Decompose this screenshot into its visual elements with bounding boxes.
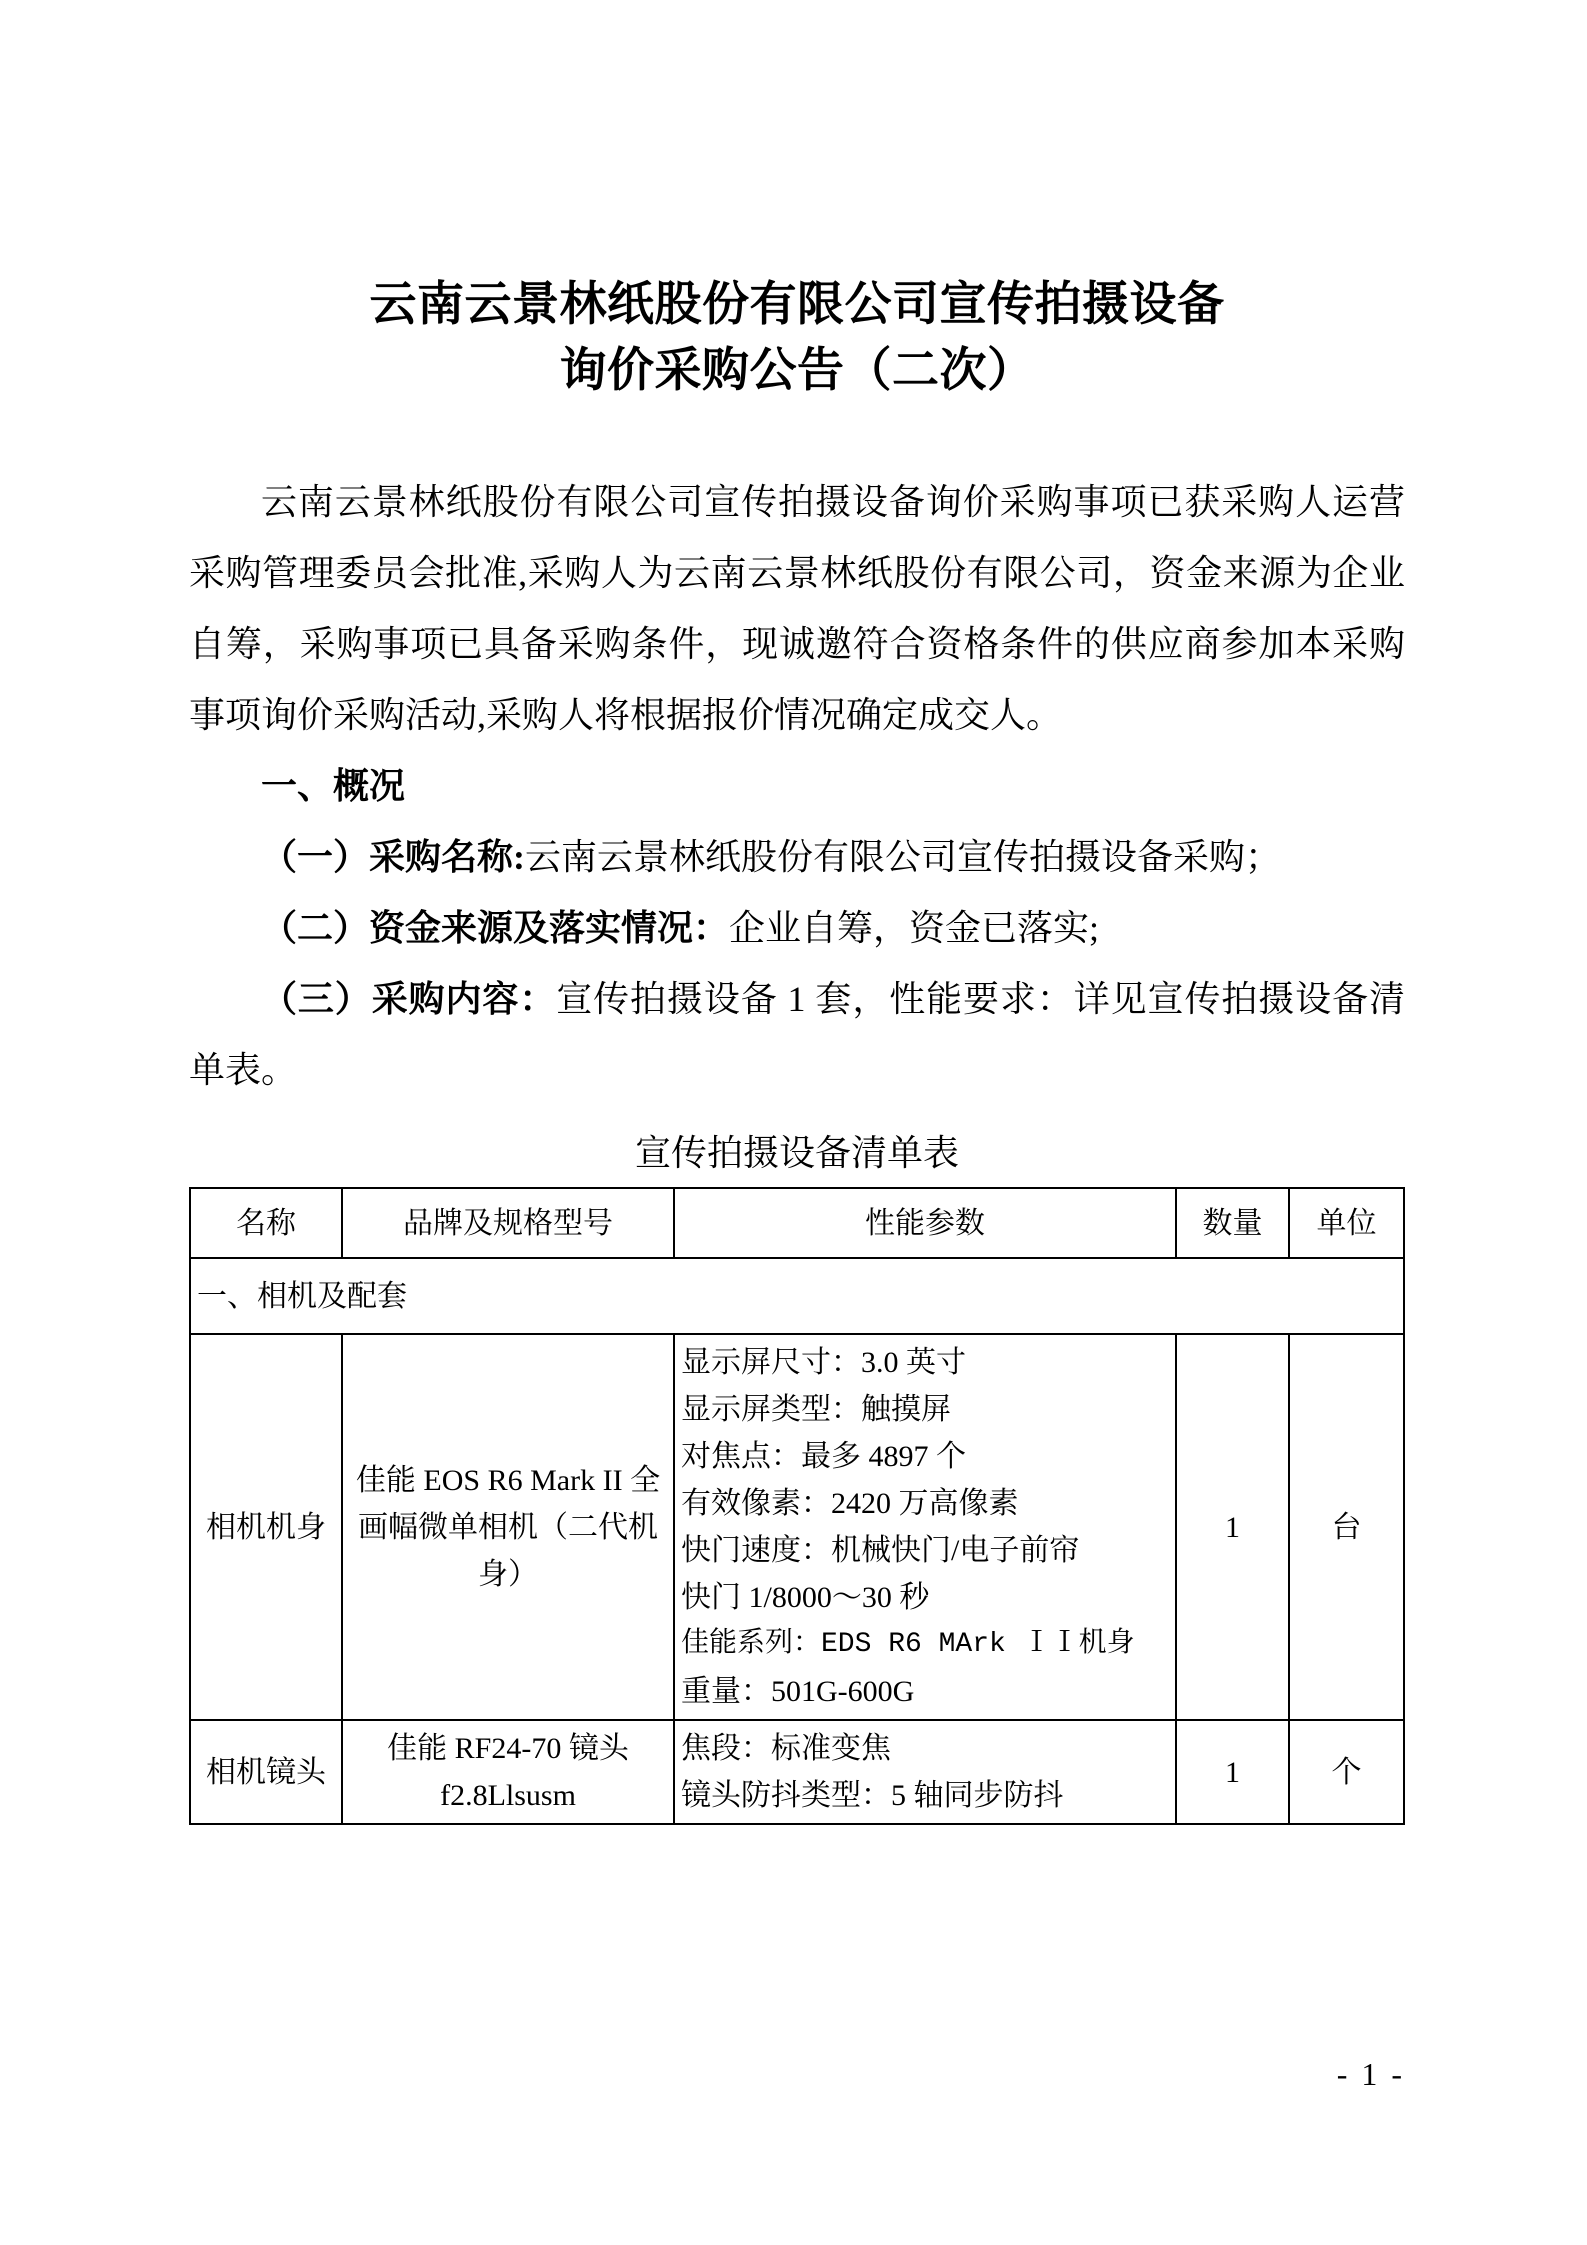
table-row [190, 1720, 1404, 1824]
row-brand: 佳能 EOS R6 Mark II 全画幅微单相机（二代机身） [342, 1334, 674, 1720]
spec-line: 快门速度：机械快门/电子前帘 [681, 1534, 1080, 1567]
page-number: - 1 - [1336, 2056, 1405, 2092]
row-qty: 1 [1176, 1720, 1289, 1824]
row-name: 相机机身 [190, 1334, 342, 1720]
spec-line: 佳能系列：EDS R6 MArk ⅠⅠ机身 [681, 1629, 1135, 1660]
intro-paragraph: 云南云景林纸股份有限公司宣传拍摄设备询价采购事项已获采购人运营采购管理委员会批准,采购人为云南云景林纸股份有限公司，资金来源为企业自筹，采购事项已具备采购条件，现诚邀符合资格条件的供应商参加本采购事项询价采购活动,采购人将根据报价情况确定成交人。 [189, 482, 1405, 735]
item-funding-source-value: 企业自筹，资金已落实; [729, 908, 1100, 948]
item-purchase-content-label: （三）采购内容： [261, 979, 557, 1019]
table-section-label: 一、相机及配套 [190, 1258, 1404, 1334]
page-title-line-1: 云南云景林纸股份有限公司宣传拍摄设备 [369, 279, 1225, 331]
row-name: 相机镜头 [190, 1720, 342, 1824]
row-qty: 1 [1176, 1334, 1289, 1720]
row-unit: 个 [1289, 1720, 1404, 1824]
spec-line: 重量：501G-600G [681, 1675, 915, 1708]
row-brand: 佳能 RF24-70 镜头 f2.8Llsusm [342, 1720, 674, 1824]
equipment-list-table [189, 1187, 1405, 1825]
table-header-spec: 性能参数 [674, 1188, 1176, 1258]
spec-line: 显示屏类型：触摸屏 [681, 1393, 951, 1426]
page-title [189, 0, 1405, 404]
item-purchase-content [189, 964, 1405, 1106]
spec-line: 镜头防抖类型：5 轴同步防抖 [681, 1779, 1064, 1812]
table-header-qty: 数量 [1176, 1188, 1289, 1258]
row-spec [674, 1720, 1176, 1824]
table-header-brand: 品牌及规格型号 [342, 1188, 674, 1258]
spec-line: 焦段：标准变焦 [681, 1732, 891, 1765]
item-purchase-name-value: 云南云景林纸股份有限公司宣传拍摄设备采购； [525, 837, 1282, 877]
table-header-unit: 单位 [1289, 1188, 1404, 1258]
table-section-row [190, 1258, 1404, 1334]
page-title-line-2: 询价采购公告（二次） [559, 345, 1035, 397]
table-header-name: 名称 [190, 1188, 342, 1258]
page-content [189, 0, 1405, 1825]
row-spec [674, 1334, 1176, 1720]
item-funding-source-label: （二）资金来源及落实情况： [261, 908, 730, 948]
spec-line: 有效像素：2420 万高像素 [681, 1487, 1019, 1520]
table-header-row [190, 1188, 1404, 1258]
table-caption: 宣传拍摄设备清单表 [634, 1133, 959, 1173]
item-funding-source [189, 893, 1405, 964]
spec-line: 快门 1/8000～30 秒 [681, 1581, 930, 1614]
row-unit: 台 [1289, 1334, 1404, 1720]
item-purchase-name [189, 822, 1405, 893]
spec-line: 显示屏尺寸：3.0 英寸 [681, 1346, 966, 1379]
section-heading-overview: 一、概况 [261, 766, 406, 806]
item-purchase-content-value: 宣传拍摄设备 1 套，性能要求：详见宣传拍摄设备清单表。 [189, 979, 1405, 1090]
table-row [190, 1334, 1404, 1720]
item-purchase-name-label: （一）采购名称: [261, 837, 525, 877]
spec-line: 对焦点：最多 4897 个 [681, 1440, 966, 1473]
